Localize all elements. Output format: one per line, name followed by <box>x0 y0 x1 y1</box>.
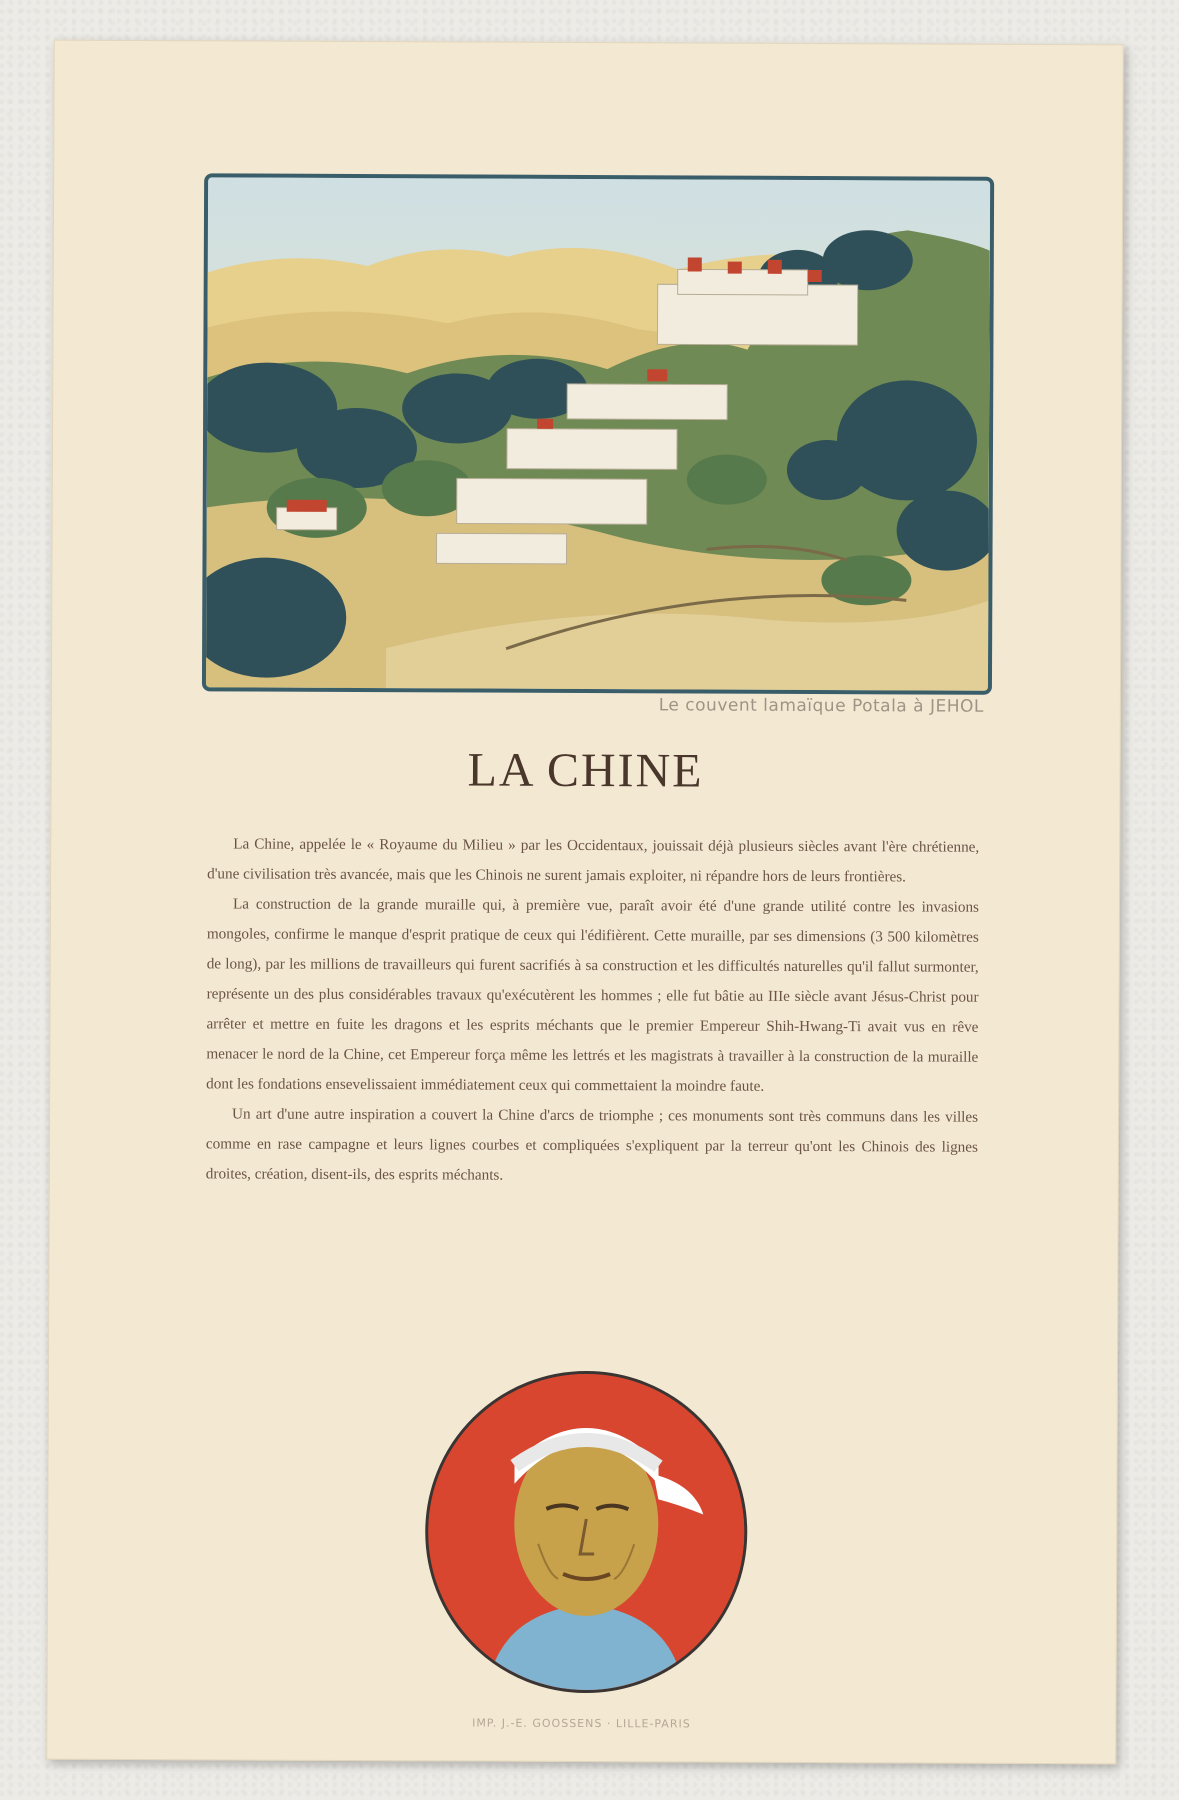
illustration-caption: Le couvent lamaïque Potala à JEHOL <box>658 695 984 717</box>
portrait-medallion <box>425 1370 748 1693</box>
monastery-illustration <box>202 173 994 694</box>
printer-imprint: IMP. J.-E. GOOSSENS · LILLE-PARIS <box>472 1716 691 1731</box>
paragraph: La Chine, appelée le « Royaume du Milieu » par les Occidentaux, jouissait déjà plusieurs siècles avant l'ère chrétienne, d'une civilisation très avancée, mais que les Chinois ne surent jamais exploiter, ni répandre hors de leurs frontières. <box>207 835 980 886</box>
paragraph: La construction de la grande muraille qui, à première vue, paraît avoir été d'une grande utilité contre les invasions mongoles, confirme le manque d'esprit pratique de ceux qui l'édifièrent. Cette muraille, par ses dimensions (3 500 kilomètres de long), par les millions de travailleurs qui furent sacrifiés à sa construction et les difficultés naturelles qu'il fallut surmonter, représente un des plus considérables travaux qu'exécutèrent les hommes ; elle fut bâtie au IIIe siècle avant Jésus-Christ pour arrêter et mettre en fuite les dragons et les esprits méchants que le premier Empereur Shih-Hwang-Ti avait vus en rêve menacer le nord de la Chine, cet Empereur força même les lettrés et les magistrats à travailler à la construction de la muraille dont les fondations ensevelissaient immédiatement ceux qui commettaient la moindre faute. <box>206 895 980 1095</box>
paragraph: Un art d'une autre inspiration a couvert la Chine d'arcs de triomphe ; ces monuments sont très communs dans les villes comme en rase campagne et leurs lignes courbes et compliquées s'expliquent par la terreur qu'ont les Chinois des lignes droites, création, disent-ils, des esprits méchants. <box>205 1105 979 1184</box>
page-title: LA CHINE <box>467 743 704 798</box>
body-text <box>206 829 980 1192</box>
postcard <box>46 40 1123 1765</box>
